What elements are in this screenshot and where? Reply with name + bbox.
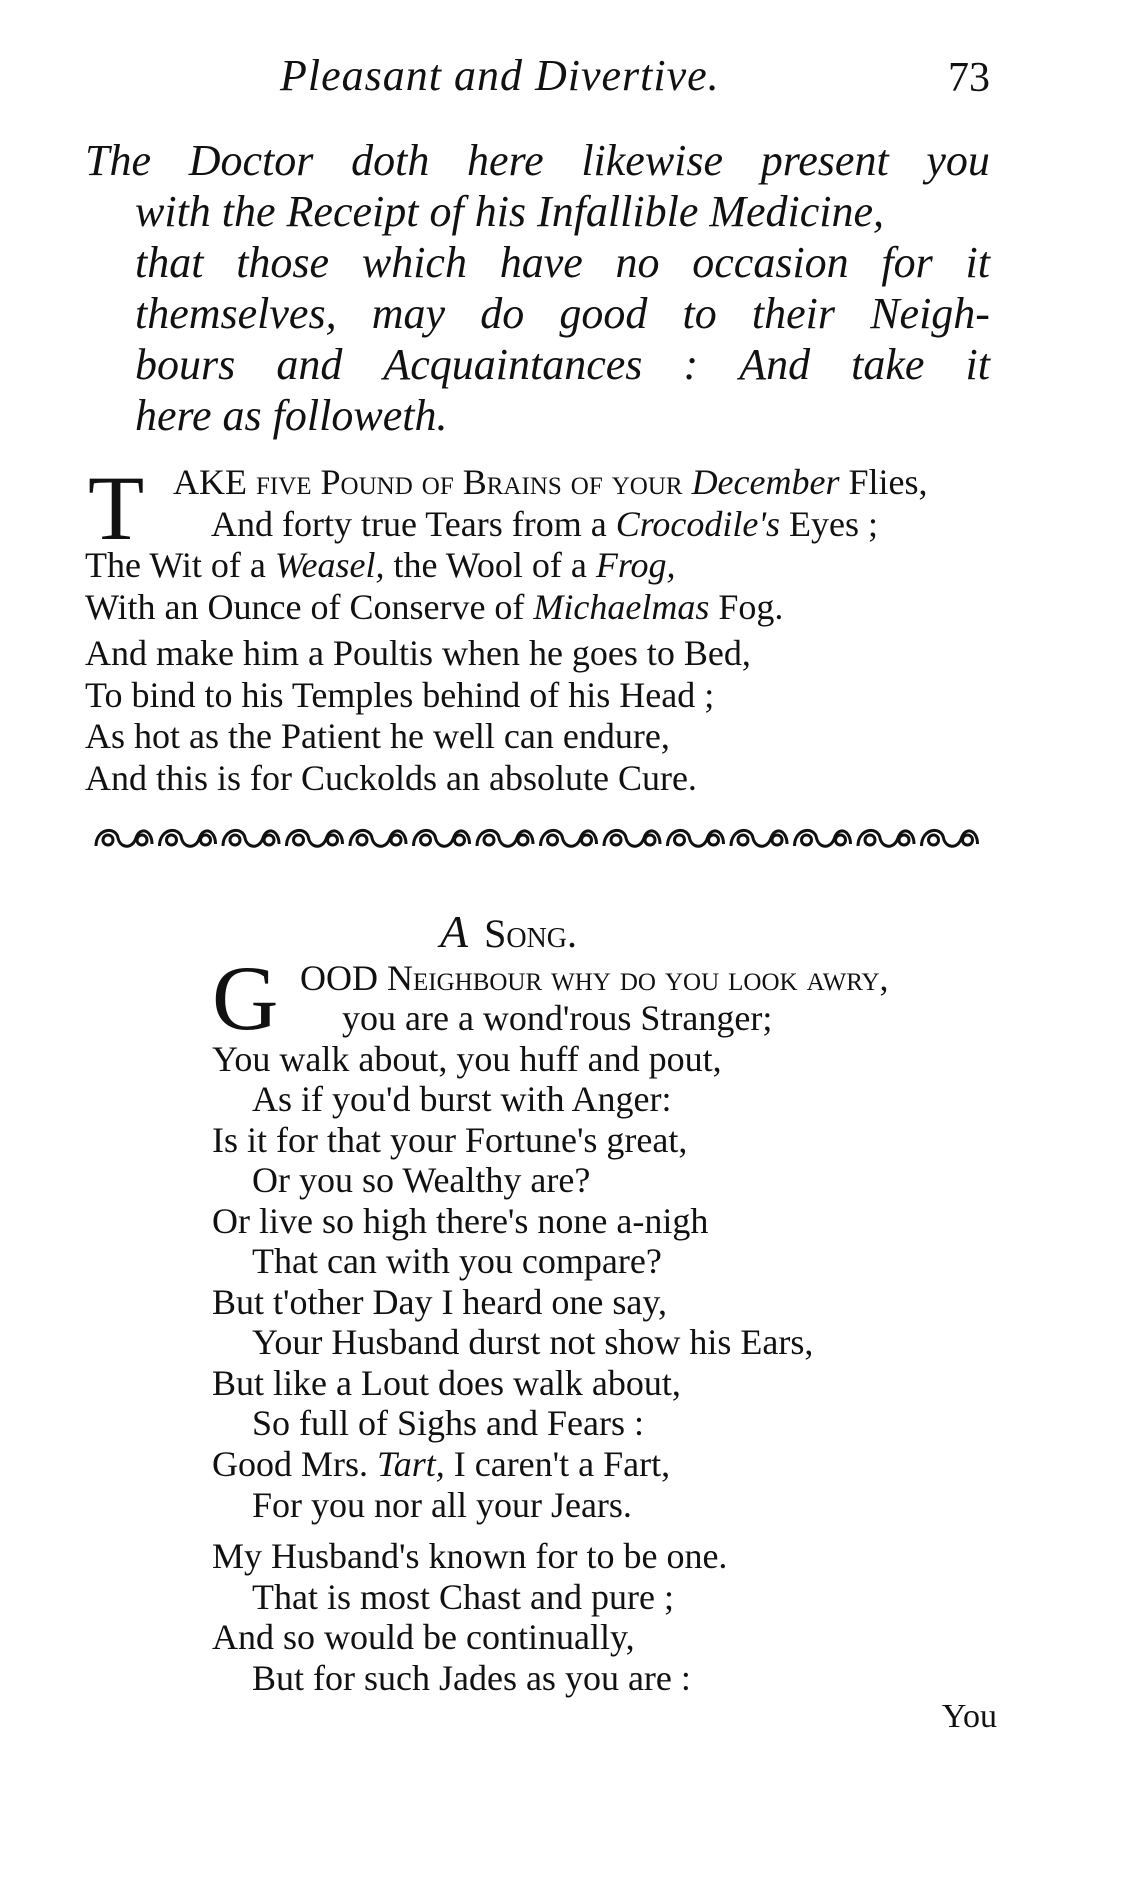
verse-line: And make him a Poultis when he goes to Bed, [85, 633, 751, 673]
verse-line: For you nor all your Jears. [252, 1484, 632, 1525]
intro-paragraph [85, 135, 990, 441]
verse-line: That can with you compare? [252, 1241, 662, 1281]
drop-cap-t: T [88, 457, 145, 559]
verse-line: But like a Lout does walk about, [212, 1362, 681, 1403]
verse-line: So full of Sighs and Fears : [252, 1403, 644, 1443]
intro-line: The Doctor doth here likewise present you [85, 136, 990, 185]
intro-line: themselves, may do good to their Neigh- [135, 289, 990, 338]
song-stanza-2 [212, 1536, 727, 1698]
verse-line: As hot as the Patient he well can endure, [85, 716, 670, 756]
page-number: 73 [948, 55, 990, 101]
page-header [85, 50, 990, 110]
drop-cap-g: G [212, 947, 279, 1049]
verse-line: To bind to his Temples behind of his Head ; [85, 674, 715, 715]
song-first-line: OOD Neighbour why do you look awry, [300, 958, 889, 998]
verse-line: you are a wond'rous Stranger; [342, 998, 773, 1038]
verse-line: And this is for Cuckolds an absolute Cure. [85, 757, 697, 798]
receipt-stanza-2 [85, 633, 751, 799]
verse-line: You walk about, you huff and pout, [212, 1038, 722, 1079]
verse-line: The Wit of a Weasel, the Wool of a Frog, [85, 545, 676, 585]
verse-line: And so would be continually, [212, 1617, 635, 1657]
song-stanza-1-end [212, 1444, 670, 1525]
verse-line: But t'other Day I heard one say, [212, 1281, 668, 1322]
verse-line: That is most Chast and pure ; [252, 1576, 674, 1617]
running-head: Pleasant and Divertive. [280, 51, 720, 100]
verse-line: Or you so Wealthy are? [252, 1160, 591, 1200]
verse-line: AKE five Pound of Brains of your December Flies, [173, 462, 928, 502]
verse-line: My Husband's known for to be one. [212, 1536, 728, 1576]
receipt-stanza-1 [85, 457, 928, 628]
verse-line: Your Husband durst not show his Ears, [252, 1322, 814, 1362]
verse-line: Or live so high there's none a-nigh [212, 1200, 709, 1241]
intro-line: that those which have no occasion for it [135, 238, 990, 287]
verse-line: Is it for that your Fortune's great, [212, 1119, 688, 1160]
ornamental-divider [92, 818, 982, 858]
song-title: A Song. [440, 906, 578, 957]
verse-line: With an Ounce of Conserve of Michaelmas Fog. [85, 586, 784, 627]
intro-line: here as followeth. [135, 391, 448, 440]
catchword: You [941, 1698, 997, 1735]
intro-line: bours and Acquaintances : And take it [135, 340, 990, 389]
verse-line: But for such Jades as you are : [252, 1657, 691, 1698]
intro-line: with the Receipt of his Infallible Medicine, [135, 187, 885, 236]
verse-line: Good Mrs. Tart, I caren't a Fart, [212, 1444, 671, 1484]
verse-line: As if you'd burst with Anger: [252, 1079, 672, 1119]
song-stanza-1 [212, 998, 813, 1444]
verse-line: And forty true Tears from a Crocodile's Eyes ; [211, 503, 879, 544]
